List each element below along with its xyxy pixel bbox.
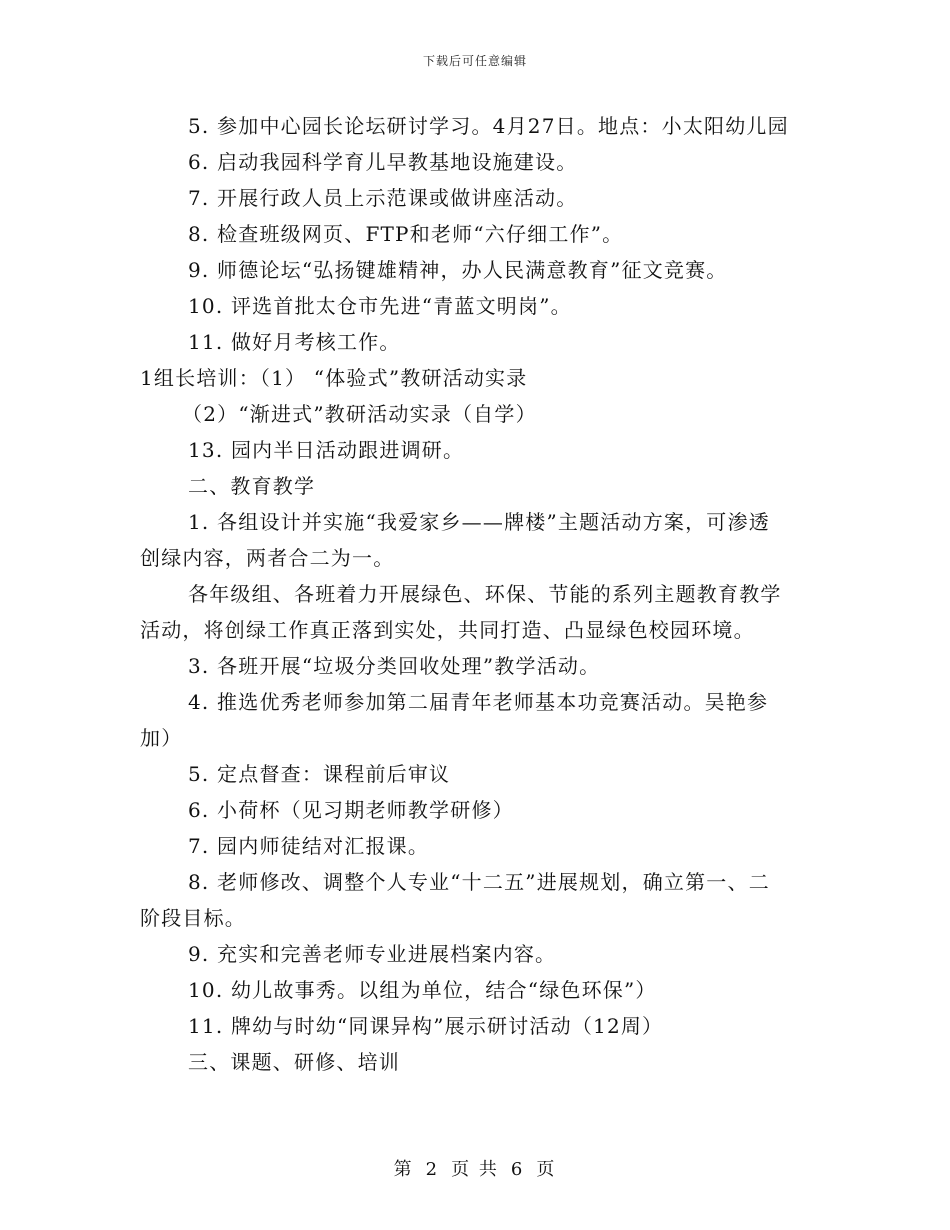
body-line: 1组长培训：（1） “体验式”教研活动实录 [140,366,528,390]
body-line: 10. 评选首批太仓市先进“青蓝文明岗”。 [188,294,572,318]
section-heading: 二、教育教学 [188,474,316,498]
body-line: 加） [140,726,183,750]
body-line: 7. 开展行政人员上示范课或做讲座活动。 [188,186,578,210]
body-line: （2）“渐进式”教研活动实录（自学） [182,402,537,426]
body-line: 1. 各组设计并实施“我爱家乡——牌楼”主题活动方案，可渗透 [188,510,770,534]
page-footer [0,1155,950,1181]
footer-page-number: 2 [425,1159,440,1180]
body-line: 11. 牌幼与时幼“同课异构”展示研讨活动（12周） [188,1014,664,1038]
footer-middle: 页 共 [451,1159,499,1180]
body-line: 阶段目标。 [140,906,246,930]
body-line: 8. 老师修改、调整个人专业“十二五”进展规划，确立第一、二 [188,870,770,894]
body-line: 8. 检查班级网页、FTP和老师“六仔细工作”。 [188,222,624,246]
body-line: 6. 小荷杯（见习期老师教学研修） [188,798,514,822]
body-line: 活动，将创绿工作真正落到实处，共同打造、凸显绿色校园环境。 [140,618,755,642]
body-line: 5. 定点督查：课程前后审议 [188,762,451,786]
footer-prefix: 第 [393,1159,414,1180]
body-line: 9. 充实和完善老师专业进展档案内容。 [188,942,557,966]
body-line: 9. 师德论坛“弘扬键雄精神，办人民满意教育”征文竞赛。 [188,258,728,282]
body-line: 7. 园内师徒结对汇报课。 [188,834,430,858]
page-header-note: 下载后可任意编辑 [422,54,527,68]
body-line: 5. 参加中心园长论坛研讨学习。4月27日。地点：小太阳幼儿园 [188,114,789,138]
footer-total-pages: 6 [510,1159,525,1180]
footer-suffix: 页 [536,1159,557,1180]
document-body [140,108,810,1080]
body-line: 13. 园内半日活动跟进调研。 [188,438,465,462]
body-line: 3. 各班开展“垃圾分类回收处理”教学活动。 [188,654,601,678]
section-heading: 三、课题、研修、培训 [188,1050,400,1074]
body-line: 各年级组、各班着力开展绿色、环保、节能的系列主题教育教学 [188,582,782,606]
body-line: 11. 做好月考核工作。 [188,330,401,354]
body-line: 6. 启动我园科学育儿早教基地设施建设。 [188,150,578,174]
body-line: 创绿内容，两者合二为一。 [140,546,395,570]
body-line: 10. 幼儿故事秀。以组为单位，结合“绿色环保”） [188,978,657,1002]
body-line: 4. 推选优秀老师参加第二届青年老师基本功竞赛活动。吴艳参 [188,690,769,714]
